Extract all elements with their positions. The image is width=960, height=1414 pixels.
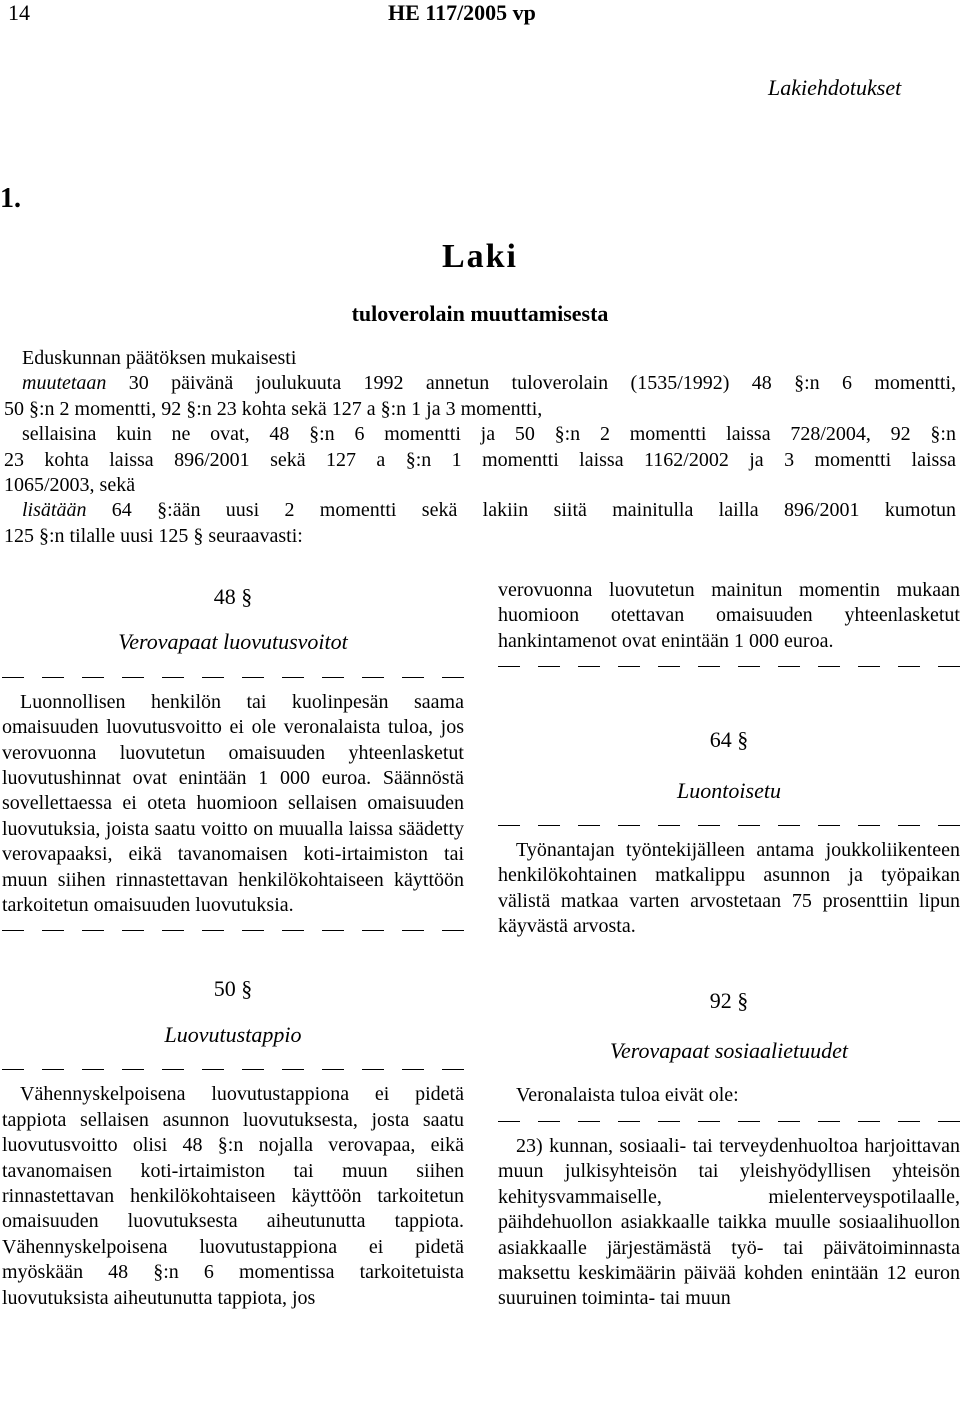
preamble-add-line bbox=[4, 498, 956, 523]
section-title: Verovapaat luovutusvoitot bbox=[118, 629, 348, 655]
omission-dashes bbox=[2, 918, 464, 943]
preamble-add-line: 125 §:n tilalle uusi 125 § seuraavasti: bbox=[4, 524, 303, 547]
section-text-continued: verovuonna luovutetun mainitun momentin mukaan huomioon otettavan omaisuuden yhteenlasketut hankintamenot ovat enintään 1 000 euroa. bbox=[498, 579, 960, 652]
amend-verb: muutetaan bbox=[22, 372, 107, 395]
page-number: 14 bbox=[8, 0, 30, 25]
law-subtitle: tuloverolain muuttamisesta bbox=[351, 301, 609, 326]
section-heading: 92 § bbox=[709, 987, 749, 1013]
section-label: Lakiehdotukset bbox=[768, 75, 902, 100]
section-heading: 48 § bbox=[213, 584, 253, 609]
preamble-amend-line: sellaisina kuin ne ovat, 48 §:n 6 momentti ja 50 §:n 2 momentti laissa 728/2004, 92 §:n bbox=[22, 423, 956, 446]
left-column bbox=[2, 578, 464, 1311]
omission-dashes bbox=[2, 1057, 464, 1082]
omission-dashes bbox=[498, 1109, 960, 1134]
section-heading: 50 § bbox=[213, 976, 253, 1002]
omission-dashes bbox=[498, 813, 960, 838]
section-title: Luovutustappio bbox=[164, 1021, 302, 1047]
section-title: Verovapaat sosiaalietuudet bbox=[609, 1038, 849, 1064]
section-text: Luonnollisen henkilön tai kuolinpesän saama omaisuuden luovutusvoitto ei ole veronalaista tuloa, jos verovuonna luovutetun omaisuuden yhteenlasketut luovutushinnat ovat enintään 1 000 euroa. Säännöstä sovellettaessa ei oteta huomioon sellaisen omaisuuden luovutuksia, joista saatu voitto on muualla laissa säädetty verovapaaksi, eikä tavanomaisen koti-irtaimiston tai muun siihen rinnastettavan henkilökohtaiseen käyttöön tarkoitetun omaisuuden luovutuksia. bbox=[2, 690, 464, 917]
preamble bbox=[4, 346, 956, 549]
law-title: Laki bbox=[441, 238, 519, 275]
amend-text: 30 päivänä joulukuuta 1992 annetun tuloverolain (1535/1992) 48 §:n 6 momentti, bbox=[106, 372, 956, 395]
add-text: 64 §:ään uusi 2 momentti sekä lakiin siitä mainitulla lailla 896/2001 kumotun bbox=[86, 499, 956, 522]
omission-dashes bbox=[498, 654, 960, 679]
preamble-amend-line bbox=[4, 371, 956, 396]
document-id: HE 117/2005 vp bbox=[388, 0, 536, 25]
proposal-number: 1. bbox=[0, 183, 21, 214]
section-text: 23) kunnan, sosiaali- tai terveydenhuoltoa harjoittavan muun julkisyhteisön tai yleishyödyllisen yhteisön kehitysvammaiselle, mielenterveyspotilaalle, päihdehuollon asiakkaalle taikka muulle sosiaalihuollon asiakkaalle järjestämästä työ- tai päivätoiminnasta maksettu keskimäärin päivää kohden enintään 12 euron suuruinen toiminta- tai muun bbox=[498, 1134, 960, 1310]
section-intro: Veronalaista tuloa eivät ole: bbox=[516, 1084, 739, 1107]
section-title: Luontoisetu bbox=[677, 777, 781, 803]
section-text: Vähennyskelpoisena luovutustappiona ei pidetä tappiota sellaisen asunnon luovutuksesta, josta saatu luovutusvoitto olisi 48 §:n nojalla verovapaa, eikä tavanomaisen koti-irtaimiston tai muun siihen rinnastettavan henkilökohtaiseen käyttöön tarkoitetun omaisuuden luovutuksesta aiheutunutta tappiota. Vähennyskelpoisena luovutustappiona ei pidetä myöskään 48 §:n 6 momentissa tarkoitetuista luovutuksista aiheutunutta tappiota, jos bbox=[2, 1083, 464, 1309]
add-verb: lisätään bbox=[22, 499, 87, 522]
right-column bbox=[498, 578, 960, 1312]
section-text: Työnantajan työntekijälleen antama joukkoliikenteen henkilökohtainen matkalippu asunnon ja työpaikan välistä matkaa varten arvostetaan 75 prosenttiin lipun käyvästä arvosta. bbox=[498, 839, 960, 938]
preamble-amend-line: 23 kohta laissa 896/2001 sekä 127 a §:n 1 momentti laissa 1162/2002 ja 3 momentti laissa bbox=[4, 448, 956, 471]
preamble-intro: Eduskunnan päätöksen mukaisesti bbox=[22, 347, 297, 369]
preamble-amend-line: 50 §:n 2 momentti, 92 §:n 23 kohta sekä 127 a §:n 1 ja 3 momentti, bbox=[4, 397, 543, 420]
preamble-amend-line: 1065/2003, sekä bbox=[4, 474, 136, 497]
omission-dashes bbox=[2, 665, 464, 690]
section-heading: 64 § bbox=[709, 727, 749, 753]
